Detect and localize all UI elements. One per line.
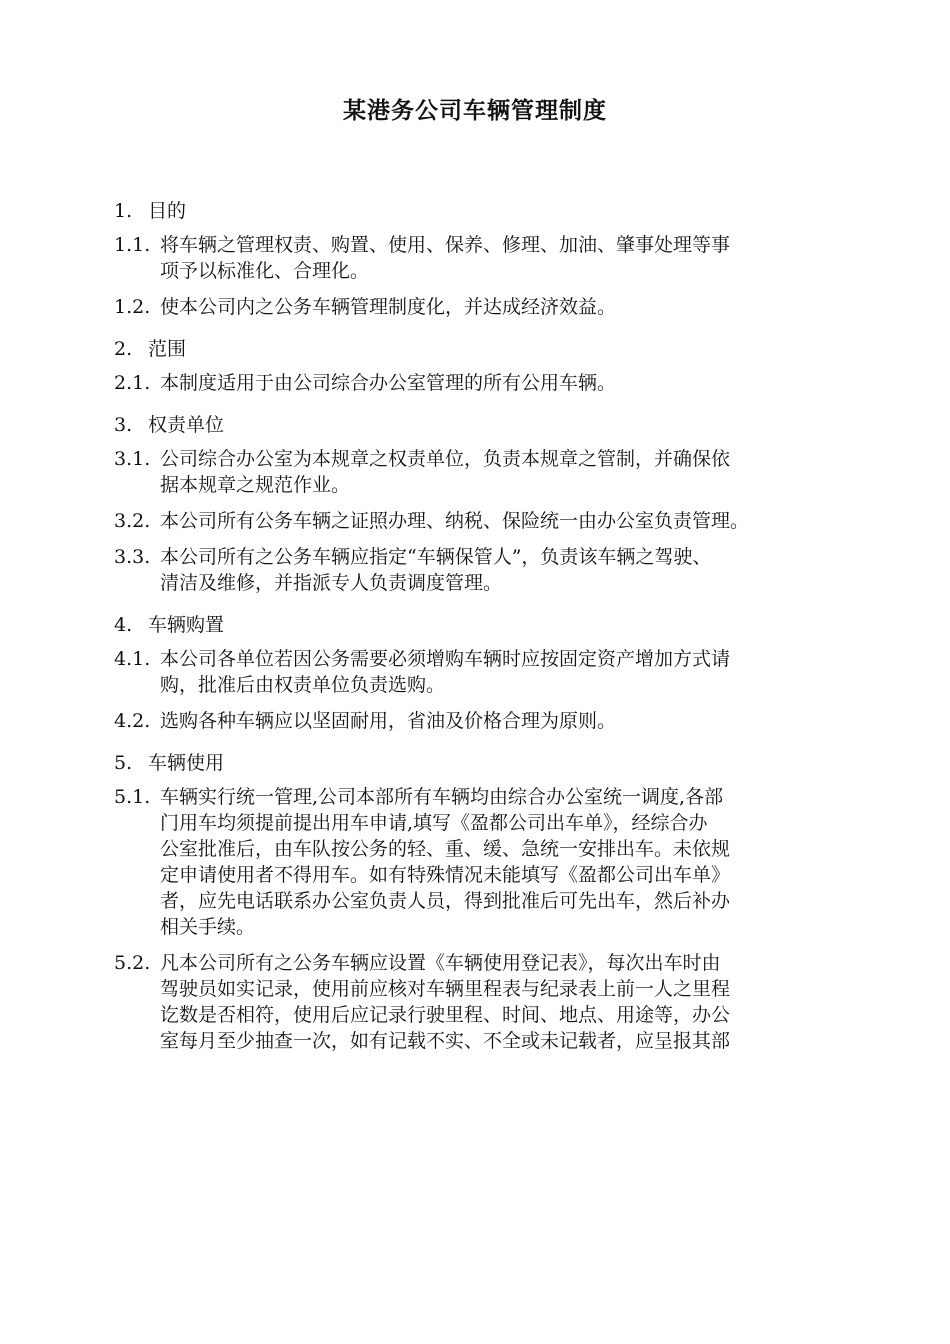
- section-4: [114, 610, 844, 734]
- clause: [114, 446, 844, 498]
- clause-line: 本公司所有之公务车辆应指定“车辆保管人”，负责该车辆之驾驶、: [160, 546, 712, 568]
- clause-line: 据本规章之规范作业。: [160, 474, 351, 496]
- clause: [114, 646, 844, 698]
- section-heading-text: 目的: [148, 200, 187, 222]
- section-2: [114, 334, 844, 396]
- clause-number: 5.1.: [114, 786, 151, 808]
- section-heading: [114, 334, 844, 364]
- clause-line: 本公司所有公务车辆之证照办理、纳税、保险统一由办公室负责管理。: [160, 510, 750, 532]
- clause-line: 本公司各单位若因公务需要必须增购车辆时应按固定资产增加方式请: [160, 648, 731, 670]
- clause-text: [160, 446, 844, 498]
- clause-text: [160, 708, 844, 734]
- clause-line: 车辆实行统一管理,公司本部所有车辆均由综合办公室统一调度,各部: [160, 786, 724, 808]
- clause-text: [160, 232, 844, 284]
- clause-line: 清洁及维修，并指派专人负责调度管理。: [160, 572, 503, 594]
- clause-number: 3.2.: [114, 510, 151, 532]
- clause: [114, 544, 844, 596]
- clause-line: 公室批准后，由车队按公务的轻、重、缓、急统一安排出车。未依规: [160, 838, 731, 860]
- clause: [114, 232, 844, 284]
- clause: [114, 508, 844, 534]
- clause-number: 1.2.: [114, 296, 151, 318]
- clause-text: [160, 950, 844, 1054]
- clause: [114, 708, 844, 734]
- section-number: 3.: [114, 414, 133, 436]
- clause-text: [160, 784, 844, 940]
- clause-number: 4.1.: [114, 648, 151, 670]
- clause-number: 4.2.: [114, 710, 151, 732]
- clause-line: 使本公司内之公务车辆管理制度化，并达成经济效益。: [160, 296, 617, 318]
- section-3: [114, 410, 844, 596]
- clause: [114, 784, 844, 940]
- section-heading-text: 范围: [148, 338, 187, 360]
- section-heading: [114, 410, 844, 440]
- clause-line: 定申请使用者不得用车。如有特殊情况未能填写《盈都公司出车单》: [160, 864, 731, 886]
- section-number: 5.: [114, 752, 133, 774]
- clause-text: [160, 544, 844, 596]
- clause-line: 将车辆之管理权责、购置、使用、保养、修理、加油、肇事处理等事: [160, 234, 731, 256]
- clause-line: 选购各种车辆应以坚固耐用，省油及价格合理为原则。: [160, 710, 617, 732]
- clause-number: 2.1.: [114, 372, 151, 394]
- section-5: [114, 748, 844, 1054]
- clause: [114, 950, 844, 1054]
- clause-line: 室每月至少抽查一次，如有记载不实、不全或未记载者，应呈报其部: [160, 1030, 731, 1052]
- section-number: 4.: [114, 614, 133, 636]
- clause-text: [160, 508, 844, 534]
- section-heading: [114, 610, 844, 640]
- clause-line: 本制度适用于由公司综合办公室管理的所有公用车辆。: [160, 372, 617, 394]
- clause-number: 3.3.: [114, 546, 151, 568]
- document-body: [114, 196, 844, 1068]
- clause-text: [160, 646, 844, 698]
- section-1: [114, 196, 844, 320]
- clause-line: 购，批准后由权责单位负责选购。: [160, 674, 446, 696]
- clause-number: 3.1.: [114, 448, 151, 470]
- section-heading-text: 车辆购置: [148, 614, 225, 636]
- clause-number: 5.2.: [114, 952, 151, 974]
- section-heading: [114, 748, 844, 778]
- section-heading-text: 权责单位: [148, 414, 225, 436]
- clause-line: 凡本公司所有之公务车辆应设置《车辆使用登记表》，每次出车时由: [160, 952, 721, 974]
- clause-line: 者，应先电话联系办公室负责人员，得到批准后可先出车，然后补办: [160, 890, 731, 912]
- section-number: 1.: [114, 200, 133, 222]
- section-heading: [114, 196, 844, 226]
- section-number: 2.: [114, 338, 133, 360]
- clause: [114, 370, 844, 396]
- clause-text: [160, 294, 844, 320]
- section-heading-text: 车辆使用: [148, 752, 225, 774]
- clause-text: [160, 370, 844, 396]
- clause-line: 项予以标准化、合理化。: [160, 260, 370, 282]
- clause-line: 驾驶员如实记录，使用前应核对车辆里程表与纪录表上前一人之里程: [160, 978, 731, 1000]
- clause: [114, 294, 844, 320]
- clause-line: 相关手续。: [160, 916, 256, 938]
- clause-number: 1.1.: [114, 234, 151, 256]
- clause-line: 公司综合办公室为本规章之权责单位，负责本规章之管制，并确保依: [160, 448, 731, 470]
- clause-line: 门用车均须提前提出用车申请,填写《盈都公司出车单》，经综合办: [160, 812, 708, 834]
- clause-line: 讫数是否相符，使用后应记录行驶里程、时间、地点、用途等，办公: [160, 1004, 731, 1026]
- document-title: 某港务公司车辆管理制度: [343, 98, 607, 124]
